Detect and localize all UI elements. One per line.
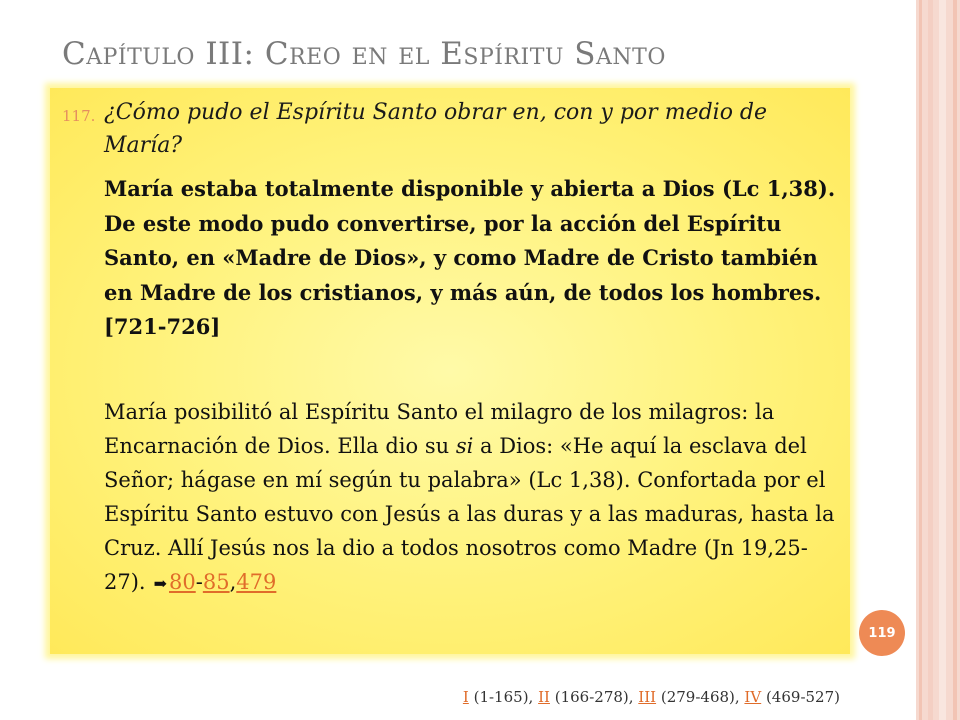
footer-link-part-iv[interactable]: IV <box>744 688 762 706</box>
footer-link-part-i[interactable]: I <box>462 688 469 706</box>
side-stripe <box>953 0 957 720</box>
footer-link-part-iii[interactable]: III <box>638 688 657 706</box>
footer-range: (469-527) <box>761 688 840 706</box>
ref-link-85[interactable]: 85 <box>202 570 230 594</box>
ref-separator: - <box>195 570 203 594</box>
footer-range: (166-278), <box>549 688 639 706</box>
explanation-part-2: a Dios: «He aquí la esclava del Señor; hágase en mí según tu palabra» (Lc 1,38). Confortada por el Espíritu Santo estuvo con Jesús a las duras y a las maduras, hasta la Cruz. Allí Jesús nos la dio a todos nosotros como Madre (Jn 19,25-27). <box>104 434 835 594</box>
side-stripe <box>928 0 933 720</box>
ref-link-479[interactable]: 479 <box>236 570 277 594</box>
side-stripe <box>939 0 946 720</box>
question-text: ¿Cómo pudo el Espíritu Santo obrar en, con y por medio de María? <box>104 100 768 158</box>
explanation-italic-word: si <box>455 434 474 458</box>
footer-range: (1-165), <box>468 688 539 706</box>
slide-title: Capítulo III: Creo en el Espíritu Santo <box>62 36 666 72</box>
footer-link-part-ii[interactable]: II <box>538 688 550 706</box>
arrow-right-icon: ➡ <box>153 574 167 593</box>
ref-separator: , <box>229 570 237 594</box>
footer-nav <box>463 688 840 706</box>
ref-link-80[interactable]: 80 <box>169 570 196 594</box>
side-stripe <box>919 0 922 720</box>
answer-text: María estaba totalmente disponible y abierta a Dios (Lc 1,38). De este modo pudo convertirse, por la acción del Espíritu Santo, en «Madre de Dios», y como Madre de Cristo también en Madre de los cristianos, y más aún, de todos los hombres. [721-726] <box>104 176 836 339</box>
page-number-badge: 119 <box>859 610 905 656</box>
question-number: 117. <box>62 107 96 125</box>
explanation-part-1: María posibilitó al Espíritu Santo el milagro de los milagros: la Encarnación de Dios. Ella dio su <box>104 400 775 458</box>
footer-range: (279-468), <box>656 688 745 706</box>
explanation-text <box>104 395 848 601</box>
